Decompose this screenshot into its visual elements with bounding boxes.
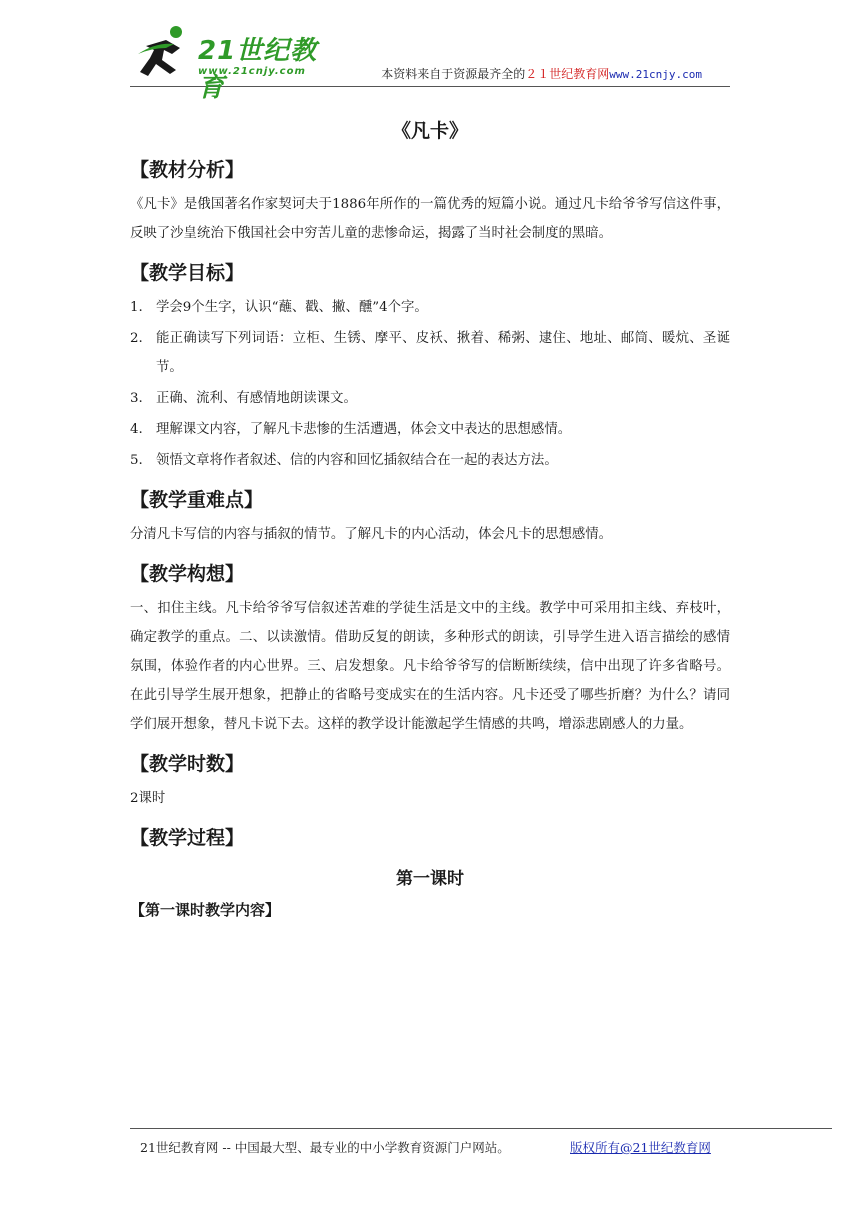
list-item-number: 3.	[130, 391, 143, 406]
page-header	[130, 18, 730, 103]
section-heading-goals: 【教学目标】	[130, 262, 245, 284]
lesson-title: 第一课时	[396, 869, 464, 889]
hours-paragraph: 2课时	[130, 791, 166, 806]
document-title: 《凡卡》	[391, 120, 468, 142]
list-item-text: 正确、流利、有感情地朗读课文。	[156, 391, 357, 406]
section-heading-analysis: 【教材分析】	[130, 159, 245, 181]
page-footer	[130, 1128, 832, 1169]
site-logo[interactable]	[136, 24, 336, 103]
list-item	[130, 446, 730, 475]
list-item	[130, 415, 730, 444]
tagline-prefix: 本资料来自于资源最齐全的	[381, 67, 526, 81]
section-heading-hours: 【教学时数】	[130, 753, 245, 775]
lesson-content-heading: 【第一课时教学内容】	[130, 901, 281, 919]
runner-logo-icon	[136, 24, 192, 82]
list-item	[130, 384, 730, 413]
footer-copyright-link[interactable]: 版权所有@21世纪教育网	[570, 1140, 711, 1155]
goals-list	[130, 293, 730, 475]
logo-title: 21世纪教育	[198, 36, 318, 103]
list-item-text: 能正确读写下列词语：立柜、生锈、摩平、皮袄、揪着、稀粥、逮住、地址、邮筒、暖炕、圣诞节。	[156, 331, 730, 375]
list-item-number: 4.	[130, 422, 143, 437]
list-item-number: 5.	[130, 453, 143, 468]
tagline-url-link[interactable]: www.21cnjy.com	[609, 68, 702, 81]
section-heading-key-points: 【教学重难点】	[130, 489, 264, 511]
list-item-text: 学会9个生字，认识“蘸、戳、撇、醺”4个字。	[156, 300, 428, 315]
footer-description: 21世纪教育网 -- 中国最大型、最专业的中小学教育资源门户网站。	[140, 1140, 510, 1155]
key-points-paragraph: 分清凡卡写信的内容与插叙的情节。了解凡卡的内心活动，体会凡卡的思想感情。	[130, 527, 613, 542]
logo-url: www.21cnjy.com	[198, 66, 306, 77]
list-item	[130, 293, 730, 322]
tagline-site-link[interactable]: ２１世纪教育网	[525, 67, 610, 81]
list-item	[130, 324, 730, 382]
header-tagline	[381, 65, 702, 82]
list-item-text: 理解课文内容，了解凡卡悲惨的生活遭遇，体会文中表达的思想感情。	[156, 422, 572, 437]
list-item-text: 领悟文章将作者叙述、信的内容和回忆插叙结合在一起的表达方法。	[156, 453, 558, 468]
section-heading-process: 【教学过程】	[130, 827, 245, 849]
list-item-number: 1.	[130, 300, 143, 315]
section-heading-design: 【教学构想】	[130, 563, 245, 585]
analysis-paragraph: 《凡卡》是俄国著名作家契诃夫于1886年所作的一篇优秀的短篇小说。通过凡卡给爷爷写信这件事，反映了沙皇统治下俄国社会中穷苦儿童的悲惨命运，揭露了当时社会制度的黑暗。	[130, 197, 730, 241]
list-item-number: 2.	[130, 331, 143, 346]
design-paragraph: 一、扣住主线。凡卡给爷爷写信叙述苦难的学徒生活是文中的主线。教学中可采用扣主线、弃枝叶，确定教学的重点。二、以读激情。借助反复的朗读，多种形式的朗读，引导学生进入语言描绘的感情氛围，体验作者的内心世界。三、启发想象。凡卡给爷爷写的信断断续续，信中出现了许多省略号。在此引导学生展开想象，把静止的省略号变成实在的生活内容。凡卡还受了哪些折磨？为什么？请同学们展开想象，替凡卡说下去。这样的教学设计能激起学生情感的共鸣，增添悲剧感人的力量。	[130, 601, 730, 732]
document-body	[130, 100, 730, 924]
